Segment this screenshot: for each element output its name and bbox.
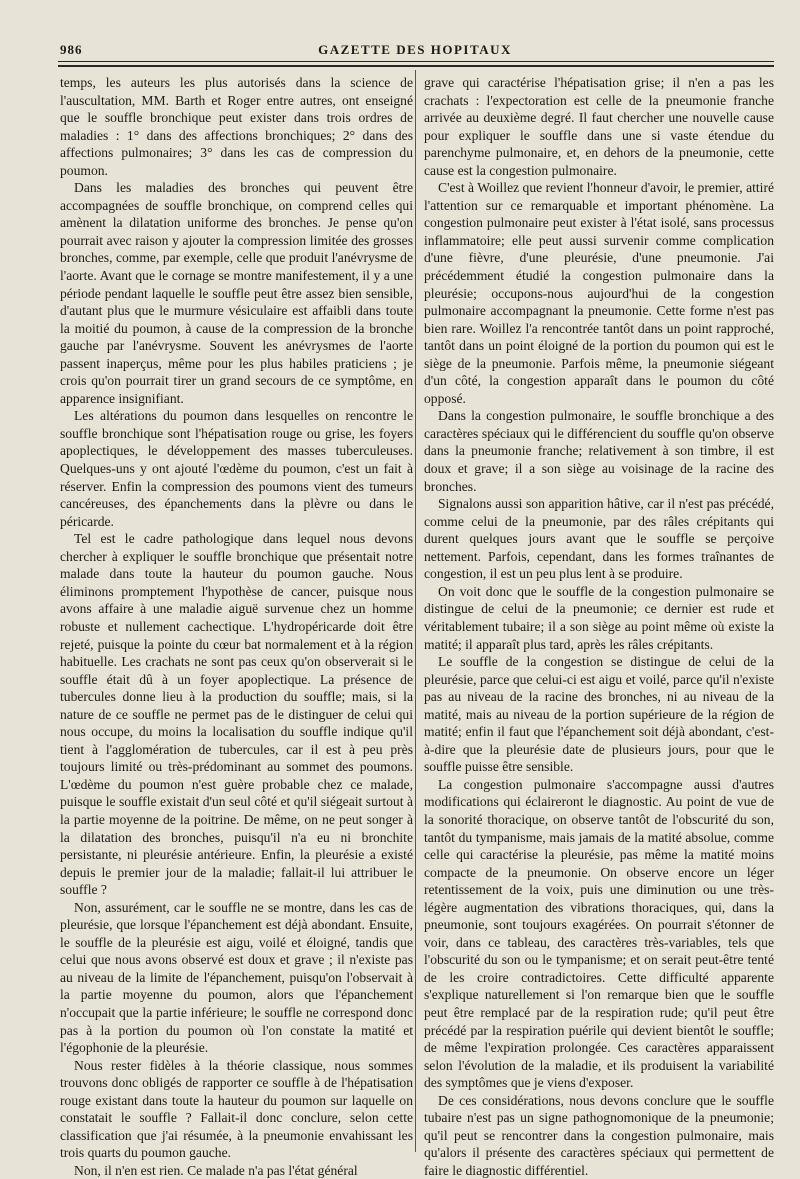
paragraph: Les altérations du poumon dans lesquelles on rencontre le souffle bronchique sont l'hépatisation rouge ou grise, les foyers apoplectiques, le développement des masses tuberculeuses. Quelques-uns y ont ajouté l'œdème du poumon, c'est un fait à réserver. Enfin la compression des poumons vient des tumeurs cancéreuses, des épanchements dans la plèvre ou dans le péricarde. <box>60 408 413 529</box>
paragraph: C'est à Woillez que revient l'honneur d'avoir, le premier, attiré l'attention sur ce remarquable et important phénomène. La congestion pulmonaire peut exister à l'état isolé, sans processus inflammatoire; elle peut aussi survenir comme complication d'une fièvre, d'une pleurésie, d'une pneumonie. J'ai précédemment étudié la congestion pulmonaire dans la pleurésie; occupons-nous aujourd'hui de la congestion pulmonaire accompagnant la pneumonie. Cette forme n'est pas bien rare. Woillez l'a rencontrée tantôt dans un point rapproché, tantôt dans un point éloigné de la portion du poumon qui est le siège de la pneumonie. Parfois même, la pneumonie siégeant d'un côté, la congestion apparaît dans le poumon du côté opposé. <box>424 180 774 406</box>
paragraph: Le souffle de la congestion se distingue de celui de la pleurésie, parce que celui-ci est aigu et voilé, parce qu'il n'existe pas au niveau de la racine des bronches, ni au niveau de la matité, mais au niveau de la portion supérieure de la région de matité; enfin il faut que l'épanchement soit déjà abondant, c'est-à-dire que la pleurésie date de plusieurs jours, pour que le souffle puisse être sensible. <box>424 654 774 775</box>
paragraph: Signalons aussi son apparition hâtive, car il n'est pas précédé, comme celui de la pneumonie, par des râles crépitants qui durent quelques jours avant que le souffle se perçoive nettement. Parfois, cependant, dans les formes traînantes de congestion, il est un peu plus lent à se produire. <box>424 496 774 582</box>
column-divider <box>415 70 416 1152</box>
paragraph: On voit donc que le souffle de la congestion pulmonaire se distingue de celui de la pneumonie; ce dernier est rude et véritablement tubaire; il a son siège au point même où existe la matité; il apparaît plus tard, après les râles crépitants. <box>424 583 774 652</box>
paragraph: Non, il n'en est rien. Ce malade n'a pas l'état général <box>74 1162 358 1178</box>
paragraph: Tel est le cadre pathologique dans lequel nous devons chercher à expliquer le souffle bronchique que présentait notre malade dans toute la hauteur du poumon gauche. Nous éliminons promptement l'hypothèse de cancer, puisque nous avons affaire à une maladie aiguë survenue chez un homme robuste et nullement cachectique. L'hydropéricarde doit être rejeté, puisque la pointe du cœur bat normalement et à la région habituelle. Les crachats ne sont pas ceux qu'on observerait si le souffle était dû à un foyer apoplectique. La présence de tubercules donne lieu à la production du souffle; mais, si la nature de ce souffle ne permet pas de le distinguer de celui qui nous occupe, du moins la localisation du souffle indique qu'il tient à l'agglomération de tubercules, car il est à peu près toujours limité ou très-prédominant au sommet des poumons. L'œdème du poumon n'est guère probable chez ce malade, puisque le souffle existait d'un seul côté et qu'il siégeait surtout à la partie moyenne de la poitrine. De même, on ne peut songer à la dilatation des bronches, puisqu'il n'a eu ni bronchite persistante, ni pleurésie antérieure. Enfin, la pleurésie a existé depuis le premier jour de la maladie; fallait-il lui attribuer le souffle ? <box>60 531 413 898</box>
journal-title: GAZETTE DES HOPITAUX <box>318 42 512 57</box>
paragraph: Non, assurément, car le souffle ne se montre, dans les cas de pleurésie, que lorsque l'épanchement est déjà abondant. Ensuite, le souffle de la pleurésie est aigu, voilé et éloigné, tandis que celui que nous avons observé est doux et grave ; il n'existe pas au niveau de la limite de l'épanchement, puisqu'on l'observait à la partie moyenne du poumon, alors que l'épanchement n'occupait que la partie inférieure; le souffle ne correspond donc pas à la portion du poumon où l'on constate la matité et l'égophonie de la pleurésie. <box>60 899 413 1056</box>
paragraph: Dans la congestion pulmonaire, le souffle bronchique a des caractères spéciaux qui le différencient du souffle qu'on observe dans la pneumonie franche; relativement à son timbre, il est doux et grave; il a son siège au voisinage de la racine des bronches. <box>424 408 774 494</box>
page-number: 986 <box>60 42 83 57</box>
paragraph: De ces considérations, nous devons conclure que le souffle tubaire n'est pas un signe pathognomonique de la pneumonie; qu'il peut se rencontrer dans la congestion pulmonaire, mais qu'alors il présente des caractères spéciaux qui permettent de faire le diagnostic différentiel. <box>424 1092 774 1178</box>
left-column <box>60 74 413 1179</box>
paragraph: temps, les auteurs les plus autorisés dans la science de l'auscultation, MM. Barth et Roger entre autres, ont enseigné que le souffle bronchique peut exister dans trois ordres de maladies : 1° dans des affections bronchiques; 2° dans des affections pulmonaires; 3° dans les cas de compression du poumon. <box>60 75 413 178</box>
header-rule <box>58 61 774 62</box>
page-header <box>58 40 772 60</box>
header-rule-thick <box>58 65 774 67</box>
paragraph: La congestion pulmonaire s'accompagne aussi d'autres modifications qui éclaireront le diagnostic. Au point de vue de la sonorité thoracique, on observe tantôt de l'obscurité du son, tantôt du tympanisme, mais jamais de la matité absolue, comme celle qui caractérise la pleurésie, pas même la matité moins compacte de la pneumonie. On observe encore un léger retentissement de la voix, puis une diminution ou une très-légère augmentation des vibrations thoraciques, qui, dans la pneumonie, sont toujours exagérées. On pourrait s'étonner de voir, dans ce tableau, des caractères très-variables, tels que l'obscurité du son ou le tympanisme; et on serait peut-être tenté de les croire contradictoires. Cette difficulté apparente s'explique naturellement si l'on remarque bien que le souffle peut être remplacé par de la respiration rude; qu'il peut être précédé par la respiration puérile qui devient bientôt le souffle; de même l'expiration prolongée. Ces caractères apparaissent selon l'évolution de la maladie, et ils produisent la variabilité des symptômes que je viens d'exposer. <box>424 776 774 1091</box>
paragraph: Nous rester fidèles à la théorie classique, nous sommes trouvons donc obligés de rapporter ce souffle à de l'hépatisation rouge existant dans toute la hauteur du poumon sur laquelle on constatait le souffle ? Fallait-il donc conclure, selon cette classification que j'ai résumée, à la pneumonie envahissant les trois quarts du poumon gauche. <box>60 1057 413 1161</box>
paragraph: grave qui caractérise l'hépatisation grise; il n'en a pas les crachats : l'expectoration est celle de la pneumonie franche arrivée au deuxième degré. Il faut chercher une nouvelle cause pour expliquer le souffle dans une si vaste étendue du parenchyme pulmonaire, et, en dehors de la pneumonie, cette cause est la congestion pulmonaire. <box>424 75 774 178</box>
paragraph: Dans les maladies des bronches qui peuvent être accompagnées de souffle bronchique, on comprend celles qui amènent la dilatation uniforme des bronches. Je pense qu'on pourrait avec raison y ajouter la compression limitée des grosses bronches, comme, par exemple, celle que produit l'anévrysme de l'aorte. Avant que le cornage se montre manifestement, il y a une période pendant laquelle le souffle peut être assez bien sensible, d'autant plus que le murmure vésiculaire est affaibli dans toute la moitié du poumon, à cause de la compression de la bronche gauche par l'anévrysme. Souvent les anévrysmes de l'aorte passent inaperçus, même pour les plus habiles praticiens ; je crois qu'on pourrait tirer un grand secours de ce symptôme, en apparence insignifiant. <box>60 180 413 406</box>
right-column <box>424 74 774 1179</box>
